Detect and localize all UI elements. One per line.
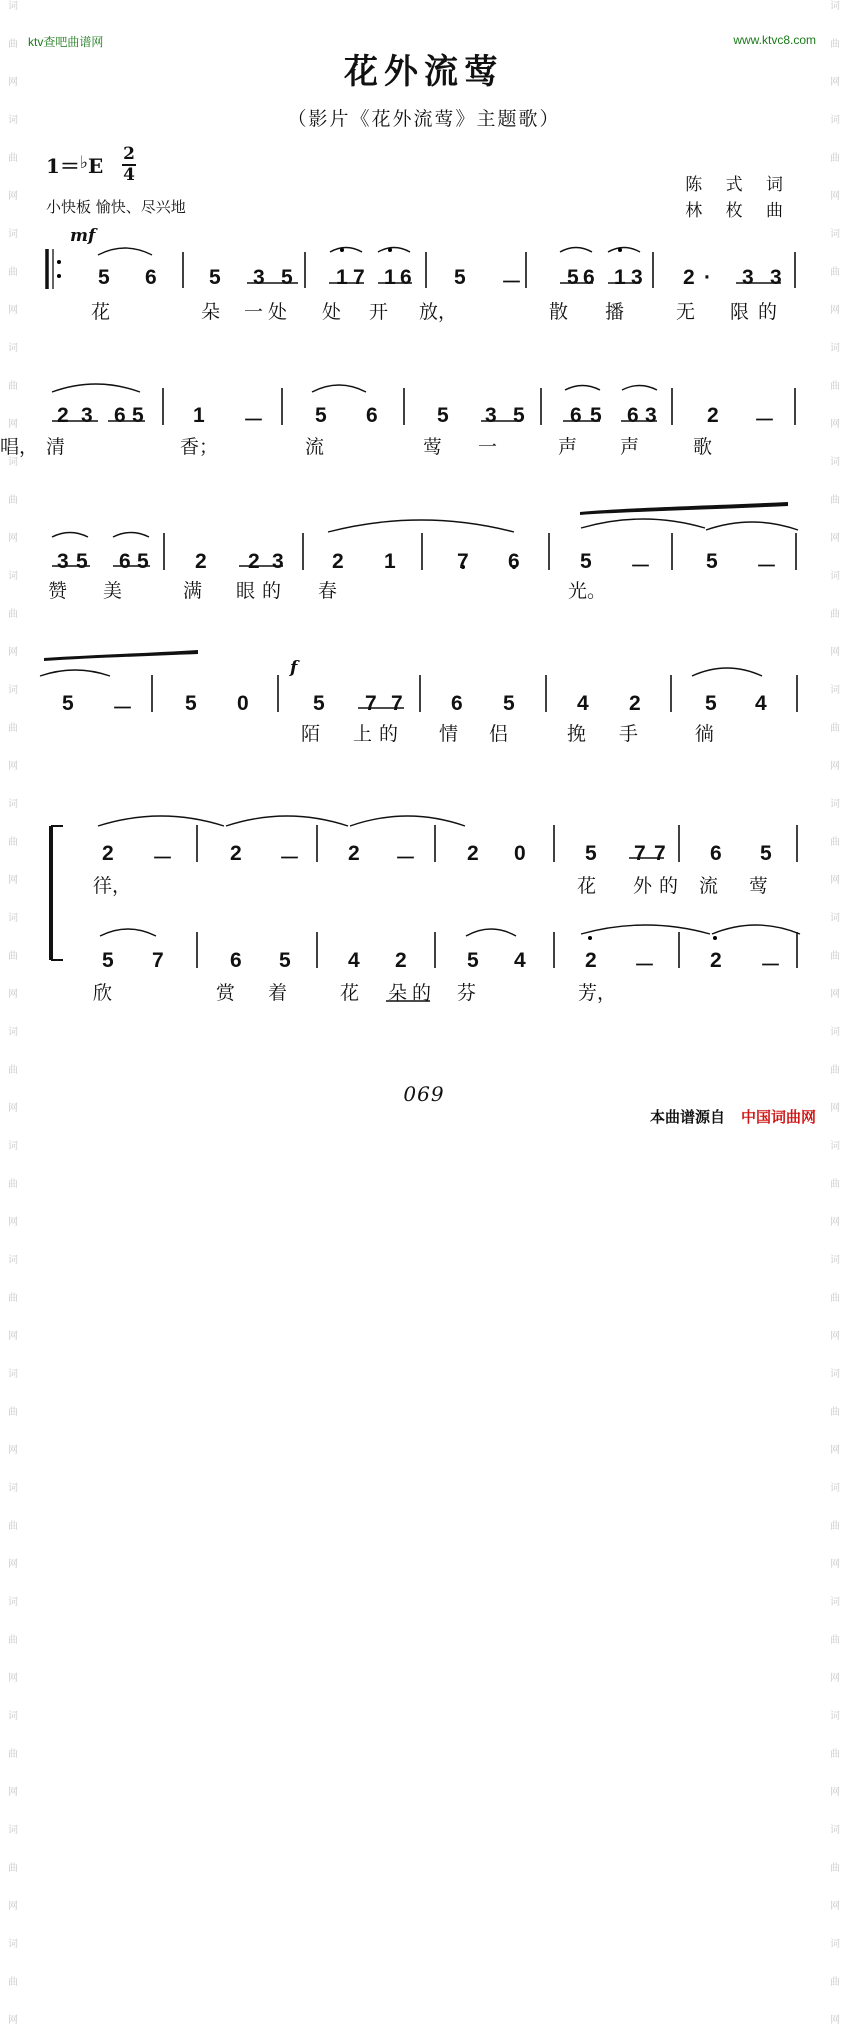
watermark-char: 词 [830, 1597, 840, 1608]
lyric-syllable: 散 [549, 301, 569, 323]
note: 3 [631, 266, 643, 289]
watermark-char: 曲 [8, 153, 18, 164]
watermark-char: 词 [8, 1, 18, 12]
slur [98, 816, 224, 826]
watermark-char: 网 [8, 305, 18, 316]
note: 0 [237, 692, 249, 715]
slur [328, 520, 514, 532]
flat-icon: ♭ [79, 153, 88, 173]
note: 2 [710, 949, 722, 972]
slur [350, 816, 465, 826]
octave-dot [713, 936, 717, 940]
lyric-syllable: 流 [699, 875, 719, 897]
dynamic-marking: f [290, 658, 298, 678]
note: 5 [132, 404, 144, 427]
watermark-char: 网 [8, 533, 18, 544]
watermark-char: 网 [8, 647, 18, 658]
note: 5 [705, 692, 717, 715]
watermark-char: 曲 [830, 951, 840, 962]
lyric-syllable: 眼 [236, 580, 256, 602]
lyric-syllable: 处 [268, 301, 288, 323]
slur [581, 925, 710, 934]
note: 5 [454, 266, 466, 289]
lyric-syllable: 的 [659, 875, 679, 897]
watermark-char: 曲 [8, 381, 18, 392]
slur [712, 925, 800, 934]
lyric-syllable: 朵 [388, 982, 408, 1004]
slur [100, 929, 156, 936]
note: 0 [514, 842, 526, 865]
note: 6 [400, 266, 412, 289]
note: 6 [119, 550, 131, 573]
slur [312, 385, 366, 392]
watermark-char: 曲 [8, 1635, 18, 1646]
note: 5 [706, 550, 718, 573]
lyric-syllable: 香； [180, 436, 219, 458]
note: 3 [742, 266, 754, 289]
note: 6 [114, 404, 126, 427]
lyric-syllable: 陌 [301, 723, 321, 745]
lyric-syllable: 的 [262, 580, 282, 602]
note: － [634, 954, 655, 977]
slur [52, 533, 88, 538]
note: 5 [590, 404, 602, 427]
watermark-char: 网 [8, 1331, 18, 1342]
watermark-char: 曲 [8, 1521, 18, 1532]
key-prefix: 1＝ [46, 154, 80, 178]
watermark-char: 网 [830, 305, 840, 316]
watermark-char: 曲 [830, 39, 840, 50]
watermark-char: 词 [830, 1255, 840, 1266]
watermark-char: 词 [830, 1369, 840, 1380]
lyric-syllable: 一 [478, 436, 498, 458]
watermark-char: 曲 [830, 1635, 840, 1646]
note: 5 [567, 266, 579, 289]
note: 5 [98, 266, 110, 289]
watermark-char: 网 [8, 1445, 18, 1456]
watermark-char: 词 [830, 1939, 840, 1950]
note: 7 [634, 842, 646, 865]
note: 3 [645, 404, 657, 427]
note: 5 [585, 842, 597, 865]
watermark-char: 词 [8, 799, 18, 810]
note: 3 [57, 550, 69, 573]
note: 6 [145, 266, 157, 289]
note: 5 [185, 692, 197, 715]
lyric-syllable: 清 [46, 436, 66, 458]
watermark-char: 网 [8, 1901, 18, 1912]
watermark-char: 曲 [830, 1065, 840, 1076]
watermark-char: 词 [830, 913, 840, 924]
note: 7 [353, 266, 365, 289]
watermark-char: 词 [8, 1597, 18, 1608]
watermark-char: 曲 [8, 39, 18, 50]
note: － [279, 847, 300, 870]
lyric-syllable: 流 [305, 436, 325, 458]
watermark-char: 网 [830, 1217, 840, 1228]
watermark-char: 网 [8, 989, 18, 1000]
watermark-char: 词 [8, 1369, 18, 1380]
watermark-char: 词 [830, 343, 840, 354]
watermark-char: 词 [8, 571, 18, 582]
note: 1 [384, 266, 396, 289]
note: 2 [683, 266, 695, 289]
watermark-char: 词 [830, 1, 840, 12]
song-title: 花外流莺 [344, 52, 504, 92]
note: － [112, 697, 133, 720]
watermark-char: 词 [8, 115, 18, 126]
note: 5 [62, 692, 74, 715]
lyric-syllable: 花 [340, 982, 360, 1004]
lyric-syllable: 外 [633, 875, 653, 897]
octave-dot [340, 248, 344, 252]
watermark-char: 词 [8, 1027, 18, 1038]
watermark-char: 曲 [830, 1863, 840, 1874]
lyric-syllable: 徜 [695, 723, 715, 745]
lyric-syllable: 光。 [568, 580, 607, 602]
slur [226, 816, 348, 826]
watermark-char: 曲 [8, 723, 18, 734]
watermark-char: 曲 [830, 837, 840, 848]
watermark-char: 词 [8, 1141, 18, 1152]
lyric-syllable: 手 [619, 723, 639, 745]
watermark-char: 曲 [830, 381, 840, 392]
watermark-char: 曲 [830, 609, 840, 620]
watermark-char: 曲 [8, 1293, 18, 1304]
slur [622, 386, 657, 391]
note: 2 [230, 842, 242, 865]
watermark-char: 网 [8, 761, 18, 772]
source-credit [650, 1106, 816, 1127]
lyric-syllable: 的 [379, 723, 399, 745]
note: － [756, 555, 777, 578]
lyric-syllable: 播 [605, 301, 625, 323]
watermark-char: 曲 [830, 1293, 840, 1304]
watermark-char: 网 [830, 419, 840, 430]
note: 5 [315, 404, 327, 427]
octave-dot [588, 936, 592, 940]
watermark-char: 词 [830, 1027, 840, 1038]
note: 4 [755, 692, 767, 715]
lyric-syllable: 欣 [93, 982, 113, 1004]
lyric-syllable: 的 [412, 982, 432, 1004]
note: 5 [437, 404, 449, 427]
note: 1 [336, 266, 348, 289]
watermark-char: 网 [8, 875, 18, 886]
lyric-syllable: 侣 [489, 723, 509, 745]
note: 4 [348, 949, 360, 972]
lyric-syllable: 上 [353, 723, 373, 745]
note: 6 [451, 692, 463, 715]
lyric-syllable: 莺 [423, 436, 443, 458]
slur [692, 668, 762, 676]
watermark-char: 网 [830, 989, 840, 1000]
slur [40, 670, 110, 676]
slur [113, 533, 149, 538]
note: 6 [583, 266, 595, 289]
slur [560, 248, 592, 253]
lyric-syllable: 的 [758, 301, 778, 323]
watermark-char: 曲 [8, 1977, 18, 1988]
watermark-char: 网 [830, 1445, 840, 1456]
watermark-char: 词 [8, 1825, 18, 1836]
watermark-char: 网 [830, 191, 840, 202]
octave-dot [57, 274, 61, 278]
watermark-char: 网 [8, 2015, 18, 2026]
note: 5 [76, 550, 88, 573]
lyric-syllable: 花 [91, 301, 111, 323]
note: 2 [467, 842, 479, 865]
lyric-syllable: 无 [676, 301, 696, 323]
note: 6 [230, 949, 242, 972]
note: 3 [81, 404, 93, 427]
note: － [152, 847, 173, 870]
watermark-char: 词 [830, 799, 840, 810]
watermark-char: 曲 [8, 1065, 18, 1076]
note: 3 [485, 404, 497, 427]
watermark-char: 网 [8, 1787, 18, 1798]
lyric-syllable: 声 [620, 436, 640, 458]
watermark-char: 词 [830, 1825, 840, 1836]
site-url-right[interactable]: www.ktvc8.com [733, 33, 816, 47]
watermark-char: 曲 [8, 837, 18, 848]
note: － [760, 954, 781, 977]
watermark-char: 词 [830, 115, 840, 126]
watermark-char: 网 [830, 761, 840, 772]
note: 2 [332, 550, 344, 573]
watermark-char: 网 [830, 1103, 840, 1114]
slur [98, 248, 152, 255]
lyric-syllable: 赏 [216, 982, 236, 1004]
watermark-char: 词 [8, 1483, 18, 1494]
watermark-char: 曲 [8, 1179, 18, 1190]
watermark-char: 词 [830, 229, 840, 240]
lyric-syllable: 莺 [749, 875, 769, 897]
note: 6 [627, 404, 639, 427]
watermark-char: 网 [8, 1103, 18, 1114]
note: · [704, 266, 711, 289]
note: 2 [102, 842, 114, 865]
note: 3 [253, 266, 265, 289]
note: 5 [313, 692, 325, 715]
watermark-char: 词 [8, 343, 18, 354]
note: － [501, 271, 522, 294]
watermark-char: 词 [8, 685, 18, 696]
watermark-char: 曲 [830, 267, 840, 278]
note: 6 [570, 404, 582, 427]
watermark-char: 网 [8, 1217, 18, 1228]
watermark-char: 词 [8, 457, 18, 468]
note: 5 [503, 692, 515, 715]
watermark-char: 曲 [830, 1407, 840, 1418]
watermark-char: 曲 [8, 1749, 18, 1760]
slur [706, 522, 798, 530]
watermark-char: 曲 [830, 723, 840, 734]
crescendo-wedge [44, 650, 198, 661]
note: 6 [366, 404, 378, 427]
lyric-syllable: 挽 [567, 723, 587, 745]
lyric-syllable: 朵 [201, 301, 221, 323]
watermark-char: 网 [830, 1559, 840, 1570]
note: － [395, 847, 416, 870]
note: 2 [248, 550, 260, 573]
lyric-syllable: 芳， [578, 982, 617, 1004]
lyric-syllable: 歌 [693, 436, 713, 458]
slur [52, 384, 140, 392]
note: 5 [467, 949, 479, 972]
crescendo-wedge [580, 502, 788, 515]
watermark-char: 词 [8, 1939, 18, 1950]
note: 5 [580, 550, 592, 573]
watermark-char: 网 [8, 191, 18, 202]
watermark-char: 曲 [8, 1407, 18, 1418]
lyricist-credit: 陈 式 词 [685, 175, 792, 195]
watermark-char: 网 [8, 1559, 18, 1570]
note: 5 [102, 949, 114, 972]
note: 5 [279, 949, 291, 972]
tempo-marking: 小快板 愉快、尽兴地 [46, 198, 186, 216]
watermark-char: 网 [830, 1331, 840, 1342]
note: 7 [365, 692, 377, 715]
watermark-char: 词 [830, 457, 840, 468]
slur [608, 248, 640, 253]
watermark-char: 网 [830, 647, 840, 658]
watermark-char: 网 [830, 1787, 840, 1798]
lyric-syllable: 处 [322, 301, 342, 323]
note: 2 [348, 842, 360, 865]
lyric-syllable: 美 [103, 580, 123, 602]
lyric-syllable: 放， [419, 301, 458, 323]
site-name-left[interactable]: ktv查吧曲谱网 [28, 35, 104, 49]
watermark-char: 网 [8, 1673, 18, 1684]
watermark-char: 词 [830, 1483, 840, 1494]
time-bottom: 4 [123, 165, 135, 185]
note: 7 [654, 842, 666, 865]
lyric-syllable: 春 [318, 580, 338, 602]
note: 2 [585, 949, 597, 972]
watermark-char: 网 [830, 875, 840, 886]
lyric-syllable: 花 [577, 875, 597, 897]
note: 3 [770, 266, 782, 289]
watermark-char: 词 [8, 913, 18, 924]
slur [466, 929, 516, 936]
note: 5 [513, 404, 525, 427]
lyric-syllable: 着 [268, 982, 288, 1004]
note: 5 [137, 550, 149, 573]
watermark-char: 网 [8, 419, 18, 430]
note: 4 [577, 692, 589, 715]
watermark-char: 词 [8, 1711, 18, 1722]
watermark-char: 曲 [830, 1749, 840, 1760]
watermark-char: 曲 [8, 267, 18, 278]
slur [378, 248, 410, 253]
time-top: 2 [123, 144, 135, 164]
note: 7 [152, 949, 164, 972]
watermark-char: 曲 [8, 495, 18, 506]
watermark-char: 曲 [8, 609, 18, 620]
watermark-char: 曲 [830, 1179, 840, 1190]
note: 2 [195, 550, 207, 573]
watermark-char: 曲 [830, 153, 840, 164]
composer-credit: 林 枚 曲 [685, 201, 792, 221]
note: 3 [272, 550, 284, 573]
watermark-char: 词 [8, 229, 18, 240]
lyric-syllable: 徉， [93, 875, 132, 897]
watermark-char: 网 [8, 77, 18, 88]
watermark-char: 网 [830, 77, 840, 88]
watermark-char: 词 [830, 1711, 840, 1722]
note: 2 [395, 949, 407, 972]
note: － [243, 409, 264, 432]
watermark-char: 曲 [830, 1521, 840, 1532]
note: 2 [707, 404, 719, 427]
slur [581, 519, 705, 528]
note: － [754, 409, 775, 432]
watermark-char: 曲 [8, 951, 18, 962]
page-number: 069 [403, 1082, 445, 1106]
lyric-syllable: 一 [244, 301, 264, 323]
note: 4 [514, 949, 526, 972]
octave-dot [57, 260, 61, 264]
note: 2 [57, 404, 69, 427]
octave-dot [388, 248, 392, 252]
note: 6 [508, 550, 520, 573]
watermark-char: 词 [830, 685, 840, 696]
note: 5 [760, 842, 772, 865]
watermark-char: 网 [830, 1673, 840, 1684]
lyric-syllable: 限 [730, 301, 750, 323]
dynamic-marking: mf [70, 226, 96, 246]
watermark-char: 曲 [830, 1977, 840, 1988]
watermark-char: 词 [8, 1255, 18, 1266]
watermark-char: 网 [830, 2015, 840, 2026]
note: 5 [281, 266, 293, 289]
source-brand[interactable]: 中国词曲网 [740, 1108, 816, 1126]
lyric-syllable: 情 [439, 723, 459, 745]
lyric-syllable: 芬 [457, 982, 477, 1004]
note: － [630, 555, 651, 578]
lyric-syllable: 声 [558, 436, 578, 458]
lyric-syllable: 开 [369, 301, 389, 323]
note: 5 [209, 266, 221, 289]
note: 2 [629, 692, 641, 715]
slur [565, 386, 600, 391]
song-subtitle: （影片《花外流莺》主题歌） [287, 108, 561, 130]
octave-dot [618, 248, 622, 252]
key-letter: E [87, 154, 104, 178]
note: 7 [457, 550, 469, 573]
watermark-char: 词 [830, 1141, 840, 1152]
lyric-syllable: 满 [183, 580, 203, 602]
watermark-char: 网 [830, 1901, 840, 1912]
note: 1 [193, 404, 205, 427]
lyric-syllable: 唱， [0, 436, 39, 458]
watermark-char: 曲 [830, 495, 840, 506]
note: 1 [384, 550, 396, 573]
note: 7 [391, 692, 403, 715]
source-label: 本曲谱源自 [649, 1108, 725, 1126]
slur [330, 248, 362, 253]
note: 1 [614, 266, 626, 289]
watermark-char: 网 [830, 533, 840, 544]
lyric-syllable: 赞 [48, 580, 68, 602]
watermark-char: 曲 [8, 1863, 18, 1874]
watermark-char: 词 [830, 571, 840, 582]
note: 6 [710, 842, 722, 865]
